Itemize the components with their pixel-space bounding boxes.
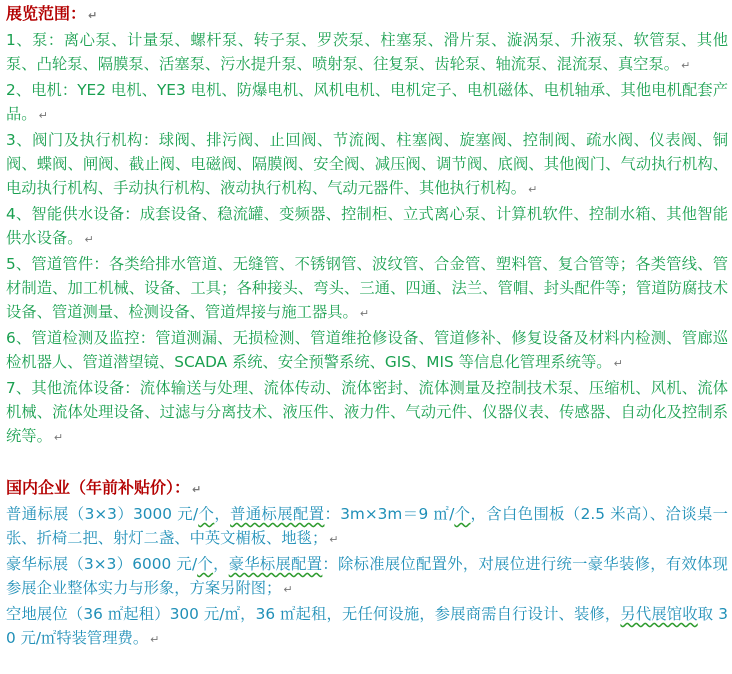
luxury-config-label: 豪华标展配置 xyxy=(228,555,323,573)
domestic-pricing-heading: 国内企业（年前补贴价）： ↵ xyxy=(6,478,202,497)
exhibit-scope-heading: 展览范围： ↵ xyxy=(6,4,98,23)
scope-item-pipe-monitoring: 6、管道检测及监控：管道测漏、无损检测、管道维抢修设备、管道修补、修复设备及材料内检测、管廊巡检机器人、管道潜望镜、SCADA 系统、安全预警系统、GIS、MIS 等信息化管理系统等。 ↵ xyxy=(6,329,728,371)
scope-item-valves: 3、阀门及执行机构：球阀、排污阀、止回阀、节流阀、柱塞阀、旋塞阀、控制阀、疏水阀、仪表阀、铜阀、蝶阀、闸阀、截止阀、电磁阀、隔膜阀、安全阀、减压阀、调节阀、底阀、其他阀门、气动执行机构、电动执行机构、手动执行机构、液动执行机构、气动元器件、其他执行机构。 ↵ xyxy=(6,131,728,197)
raw-space-paragraph: 空地展位（36 ㎡起租）300 元/㎡，36 ㎡起租，无任何设施，参展商需自行设计、装修，另代展馆收取 30 元/㎡特装管理费。 ↵ xyxy=(6,605,728,647)
standard-booth-paragraph: 普通标展（3×3）3000 元/个，普通标展配置：3m×3m＝9 ㎡/个，含白色围板（2.5 米高）、洽谈桌一张、折椅二把、射灯二盏、中英文楣板、地毯； ↵ xyxy=(6,505,728,547)
scope-item-other-fluid: 7、其他流体设备：流体输送与处理、流体传动、流体密封、流体测量及控制技术泵、压缩机、风机、流体机械、流体处理设备、过滤与分离技术、液压件、液力件、气动元件、仪器仪表、传感器、自动化及控制系统等。 ↵ xyxy=(6,379,728,445)
raw-space-fee-label: 另代展馆收 xyxy=(620,605,698,623)
blank-line xyxy=(6,450,728,474)
standard-config-label: 普通标展配置 xyxy=(230,505,325,523)
document-body xyxy=(6,0,728,652)
scope-item-motors: 2、电机：YE2 电机、YE3 电机、防爆电机、风机电机、电机定子、电机磁体、电机轴承、其他电机配套产品。 ↵ xyxy=(6,81,728,123)
luxury-booth-paragraph: 豪华标展（3×3）6000 元/个，豪华标展配置：除标准展位配置外，对展位进行统一豪华装修，有效体现参展企业整体实力与形象，方案另附图； ↵ xyxy=(6,555,728,597)
scope-item-pipes: 5、管道管件：各类给排水管道、无缝管、不锈钢管、波纹管、合金管、塑料管、复合管等；各类管线、管材制造、加工机械、设备、工具；各种接头、弯头、三通、四通、法兰、管帽、封头配件等；管道防腐技术设备、管道测量、检测设备、管道焊接与施工器具。 ↵ xyxy=(6,255,728,321)
scope-item-water-supply: 4、智能供水设备：成套设备、稳流罐、变频器、控制柜、立式离心泵、计算机软件、控制水箱、其他智能供水设备。 ↵ xyxy=(6,205,728,247)
scope-item-pumps: 1、泵：离心泵、计量泵、螺杆泵、转子泵、罗茨泵、柱塞泵、滑片泵、漩涡泵、升液泵、软管泵、其他泵、凸轮泵、隔膜泵、活塞泵、污水提升泵、喷射泵、往复泵、齿轮泵、轴流泵、混流泵、真空泵。 ↵ xyxy=(6,31,728,73)
